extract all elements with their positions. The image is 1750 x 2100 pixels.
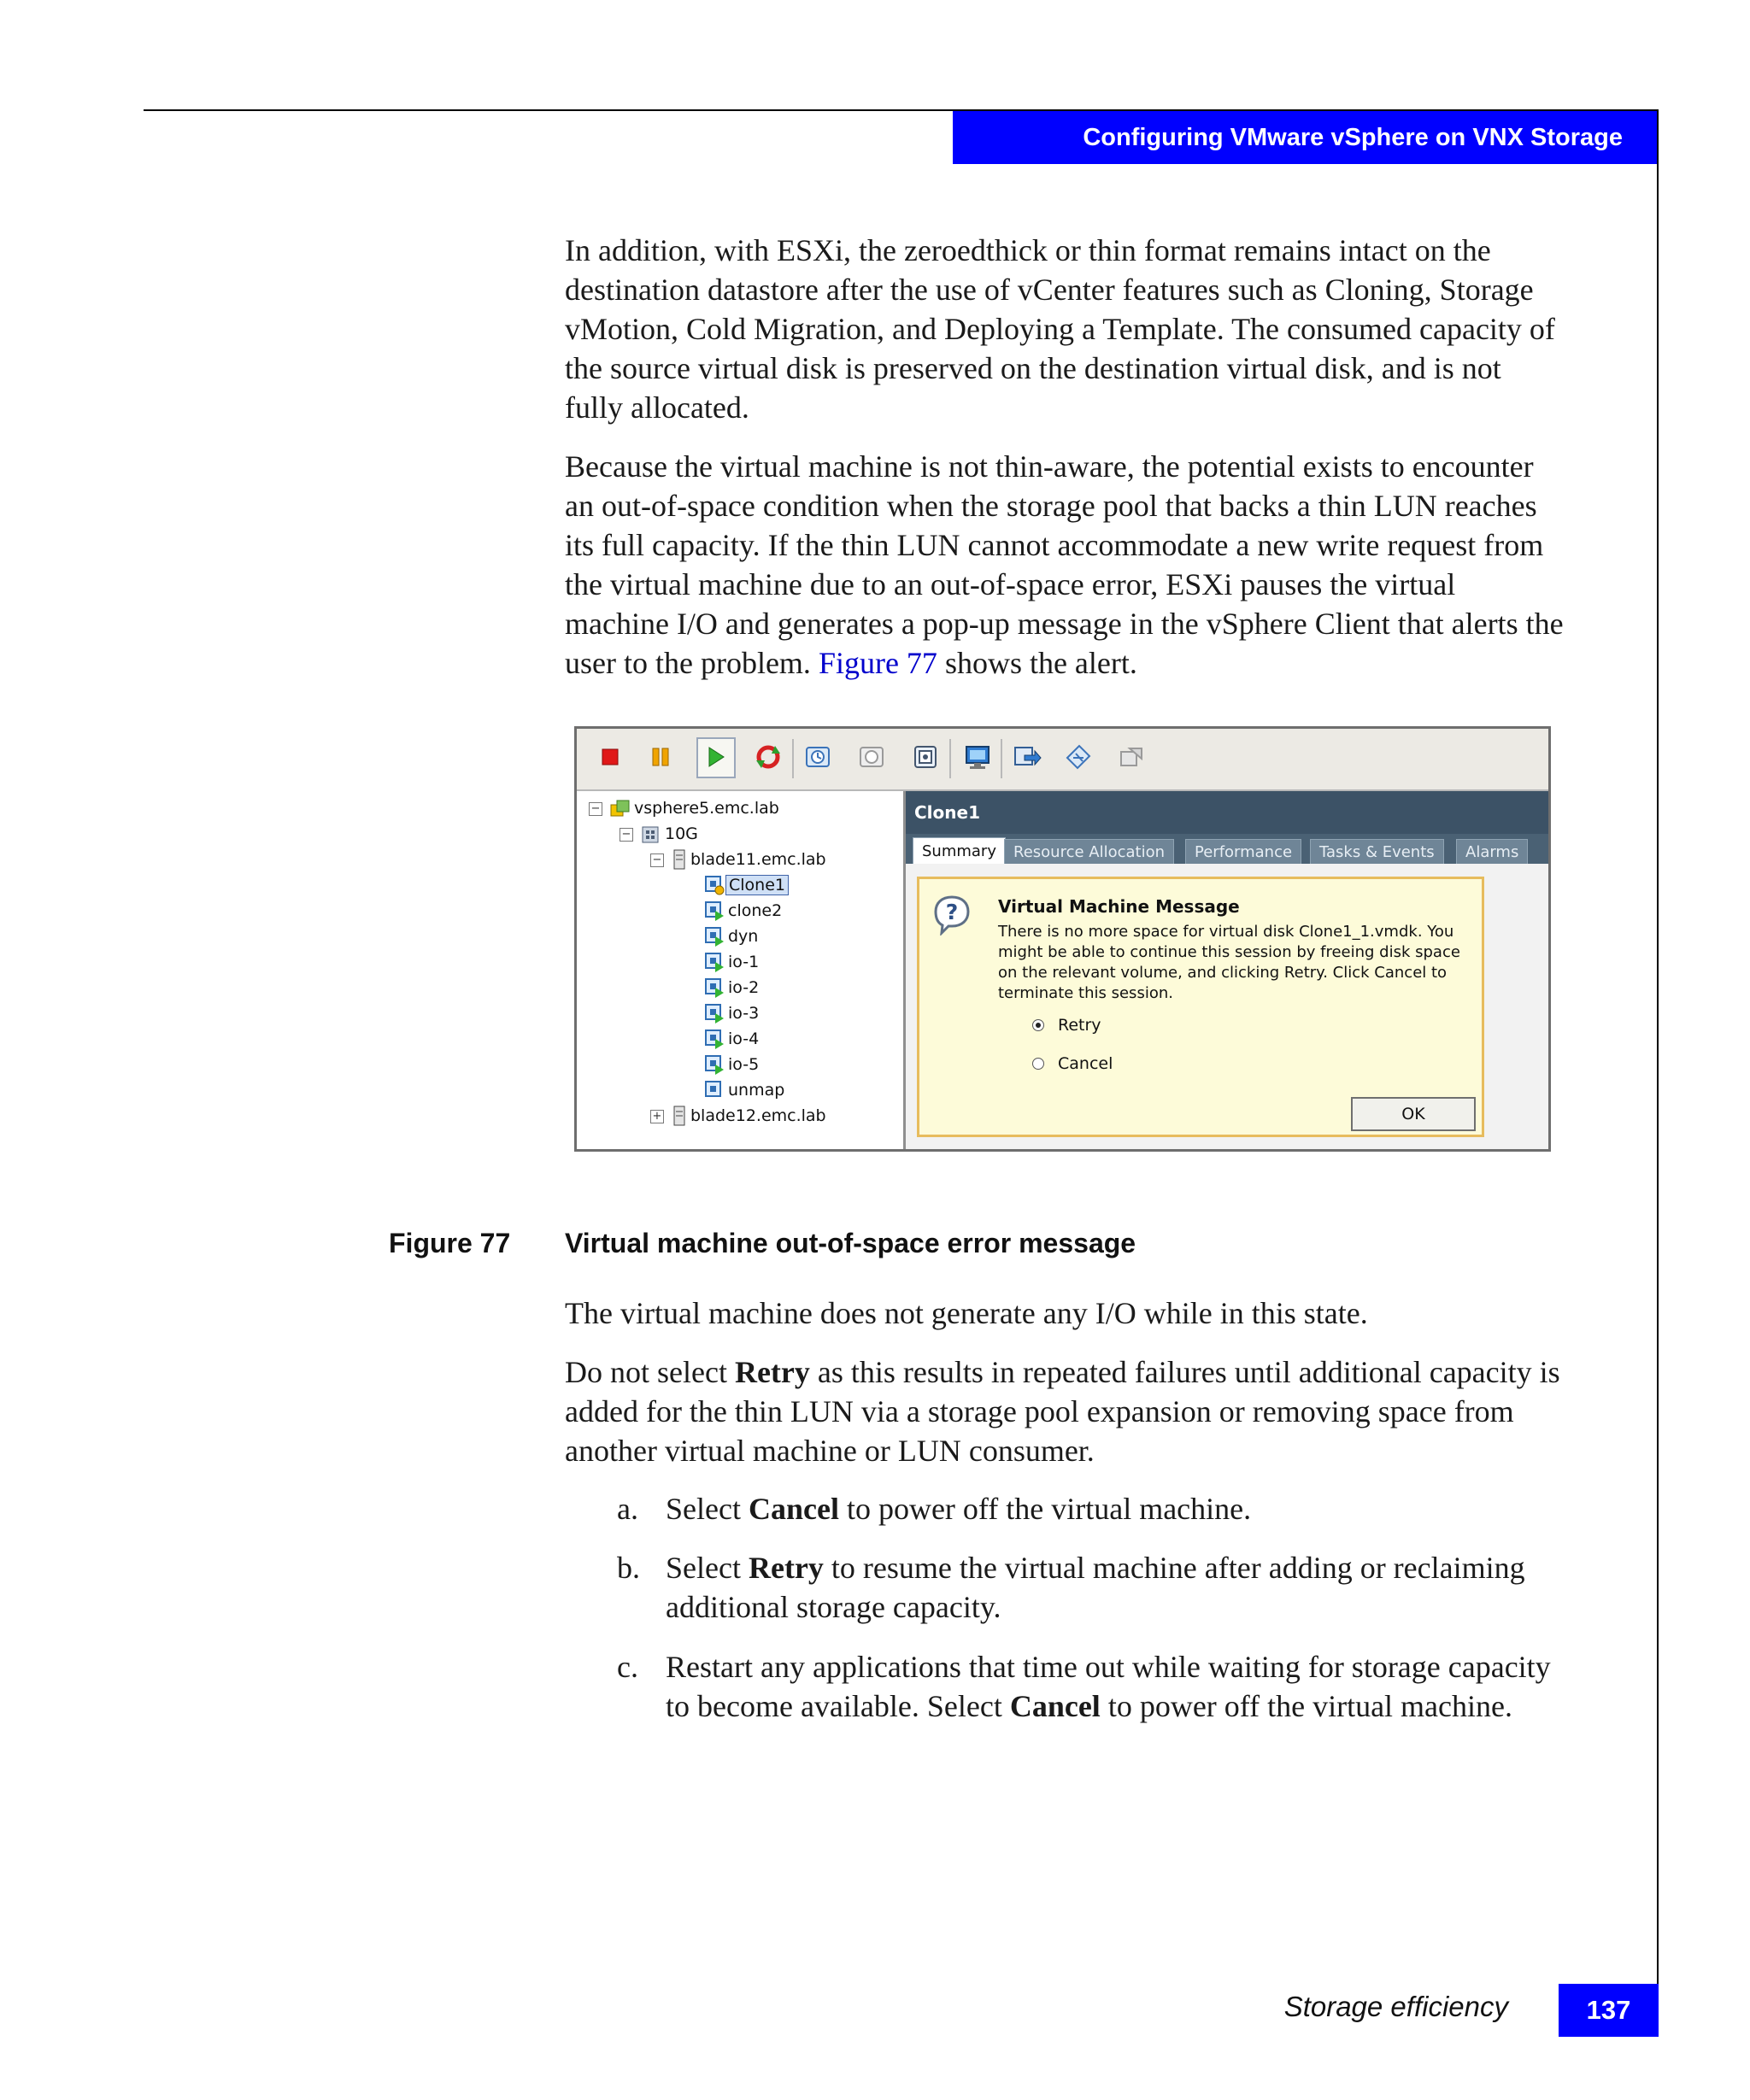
tree-item-host-blade12[interactable] [671,1104,829,1128]
list-bold: Retry [748,1551,824,1585]
tab-performance[interactable]: Performance [1185,839,1301,864]
vcenter-icon [609,798,631,818]
tree-item-vm[interactable] [703,924,760,948]
figure-caption: Virtual machine out-of-space error message [565,1228,1136,1258]
svg-text:?: ? [945,900,959,924]
list-letter: a. [617,1492,638,1526]
host-icon [671,1105,688,1127]
tree-item-vm-clone1[interactable] [703,873,789,897]
tree-label-vm: io-4 [728,1029,760,1048]
migrate-icon[interactable] [1013,742,1042,771]
retry-label: Retry [1058,1016,1101,1035]
list-text [666,1647,1565,1726]
tab-tasks-events[interactable]: Tasks & Events [1310,839,1444,864]
vm-running-icon [703,1002,725,1024]
list-text-b: to power off the virtual machine. [846,1492,1252,1526]
vm-running-icon [703,900,725,922]
tree-label-vm: io-5 [728,1055,760,1074]
power-off-icon[interactable] [596,742,625,771]
list-text [666,1489,1565,1528]
footer-section-title: Storage efficiency [1283,1991,1508,2022]
list-text-b: to power off the virtual machine. [1107,1689,1512,1723]
collapse-icon[interactable]: − [620,828,633,842]
tree-label-host-blade12: blade12.emc.lab [690,1106,826,1125]
paragraph-4-text-b: as this results in repeated failures until additional capacity is added for the thin LUN via a storage pool expansion or removing space from another virtual machine or LUN consumer. [565,1355,1560,1468]
paragraph-1 [565,231,1565,427]
vm-tabs [906,834,1548,864]
paragraph-3 [565,1293,1565,1333]
inventory-tree [577,791,906,1149]
list-bold: Cancel [748,1492,839,1526]
question-icon [933,895,971,936]
list-bold: Cancel [1009,1689,1101,1723]
reset-icon[interactable] [754,742,783,771]
tree-item-vm[interactable] [703,976,761,1000]
vm-icon [703,1079,725,1101]
paragraph-4-text [565,1352,1565,1470]
running-header [953,111,1657,164]
tree-item-vm[interactable] [703,1078,787,1102]
list-letter: b. [617,1551,640,1585]
tab-resource-allocation[interactable]: Resource Allocation [1004,839,1174,864]
snapshot-icon[interactable] [803,742,832,771]
cancel-label: Cancel [1058,1054,1113,1073]
edit-settings-icon[interactable] [1064,742,1093,771]
list-text [666,1548,1565,1627]
revert-snapshot-icon [857,742,886,771]
message-title: Virtual Machine Message [998,896,1240,917]
paragraph-3-text: The virtual machine does not generate any I/O while in this state. [565,1296,1368,1330]
tree-label-vcenter: vsphere5.emc.lab [634,799,779,818]
vm-toolbar [577,729,1548,791]
tree-label-vm: clone2 [728,901,783,920]
list-item-c [617,1647,1565,1726]
toolbar-separator [1001,739,1002,778]
paragraph-2-text-a: Because the virtual machine is not thin-aware, the potential exists to encounter an out-of-space condition when the storage pool that backs a thin LUN reaches its full capacity. If the thin LUN cannot accommodate a new write request from the virtual machine due to an out-of-space error, ESXi pauses the virtual machine I/O and generates a pop-up message in the vSphere Client that alerts the user to the problem. [565,449,1564,680]
vm-title-bar [906,791,1548,834]
list-item-b [617,1548,1565,1627]
disabled-tool-icon [1117,742,1146,771]
paragraph-4-text-a: Do not select [565,1355,727,1389]
list-text-a: Select [666,1492,741,1526]
host-icon [671,848,688,871]
tree-item-vm[interactable] [703,1001,761,1025]
tab-alarms[interactable]: Alarms [1456,839,1528,864]
list-text-a: Select [666,1551,741,1585]
tree-label-datacenter: 10G [665,824,698,843]
paragraph-2 [565,447,1565,683]
retry-option[interactable] [1032,1016,1101,1035]
vm-title: Clone1 [914,802,980,823]
tab-summary[interactable]: Summary [913,837,1006,864]
list-text-b: to resume the virtual machine after adding or reclaiming additional storage capacity. [666,1551,1525,1624]
tree-label-host-blade11: blade11.emc.lab [690,850,826,869]
paragraph-2-text [565,447,1565,683]
list-letter: c. [617,1650,638,1684]
tree-label-vm: unmap [728,1081,785,1100]
list-item-a [617,1489,1565,1528]
console-icon[interactable] [963,742,992,771]
cancel-option[interactable] [1032,1054,1113,1073]
tree-item-datacenter[interactable] [640,822,701,846]
toolbar-separator [792,739,794,778]
right-margin-rule [1657,109,1659,2036]
snapshot-manager-icon[interactable] [911,742,940,771]
vm-detail-panel [906,791,1548,1149]
virtual-machine-message-dialog [917,877,1484,1137]
ok-button[interactable]: OK [1351,1097,1476,1131]
paragraph-4 [565,1352,1565,1470]
tree-item-vm[interactable] [703,950,761,974]
expand-icon[interactable]: + [650,1110,664,1123]
tree-label-vm: io-1 [728,953,760,971]
paragraph-4-bold: Retry [734,1355,810,1389]
toolbar-separator [949,739,951,778]
suspend-icon[interactable] [646,742,675,771]
vsphere-client-screenshot [574,726,1551,1152]
power-on-icon[interactable] [702,742,731,771]
tree-label-vm: io-2 [728,978,760,997]
vm-running-icon [703,951,725,973]
collapse-icon[interactable]: − [589,802,602,816]
vm-running-icon [703,925,725,947]
figure-77-link[interactable]: Figure 77 [818,646,937,680]
datacenter-icon [640,824,662,844]
list-text-a: Restart any applications that time out while waiting for storage capacity to become available. Select [666,1650,1551,1723]
tree-label-vm: io-3 [728,1004,760,1023]
message-body: There is no more space for virtual disk Clone1_1.vmdk. You might be able to continue this session by freeing disk space on the relevant volume, and clicking Retry. Click Cancel to terminate this session. [998,923,1460,1002]
cancel-radio[interactable] [1032,1058,1044,1070]
running-header-title: Configuring VMware vSphere on VNX Storage [1083,123,1623,151]
vm-running-icon [703,1028,725,1050]
tree-item-vm[interactable] [703,899,784,923]
retry-radio[interactable] [1032,1019,1044,1031]
page-number: 137 [1559,1984,1659,2037]
vm-running-icon [703,977,725,999]
figure-number: Figure 77 [389,1228,511,1258]
tree-item-vcenter[interactable] [609,796,782,820]
vm-running-icon [703,1053,725,1076]
tree-label-vm: dyn [728,927,759,946]
tree-item-host-blade11[interactable] [671,848,829,871]
paragraph-1-text: In addition, with ESXi, the zeroedthick or thin format remains intact on the destination datastore after the use of vCenter features such as Cloning, Storage vMotion, Cold Migration, and Deploying a Template. The consumed capacity of the source virtual disk is preserved on the destination virtual disk, and is not fully allocated. [565,233,1555,425]
vm-icon [703,874,725,896]
tree-item-vm[interactable] [703,1053,761,1076]
tree-label-vm-clone1: Clone1 [725,875,789,895]
tree-item-vm[interactable] [703,1027,761,1051]
paragraph-2-text-b: shows the alert. [944,646,1137,680]
collapse-icon[interactable]: − [650,853,664,867]
